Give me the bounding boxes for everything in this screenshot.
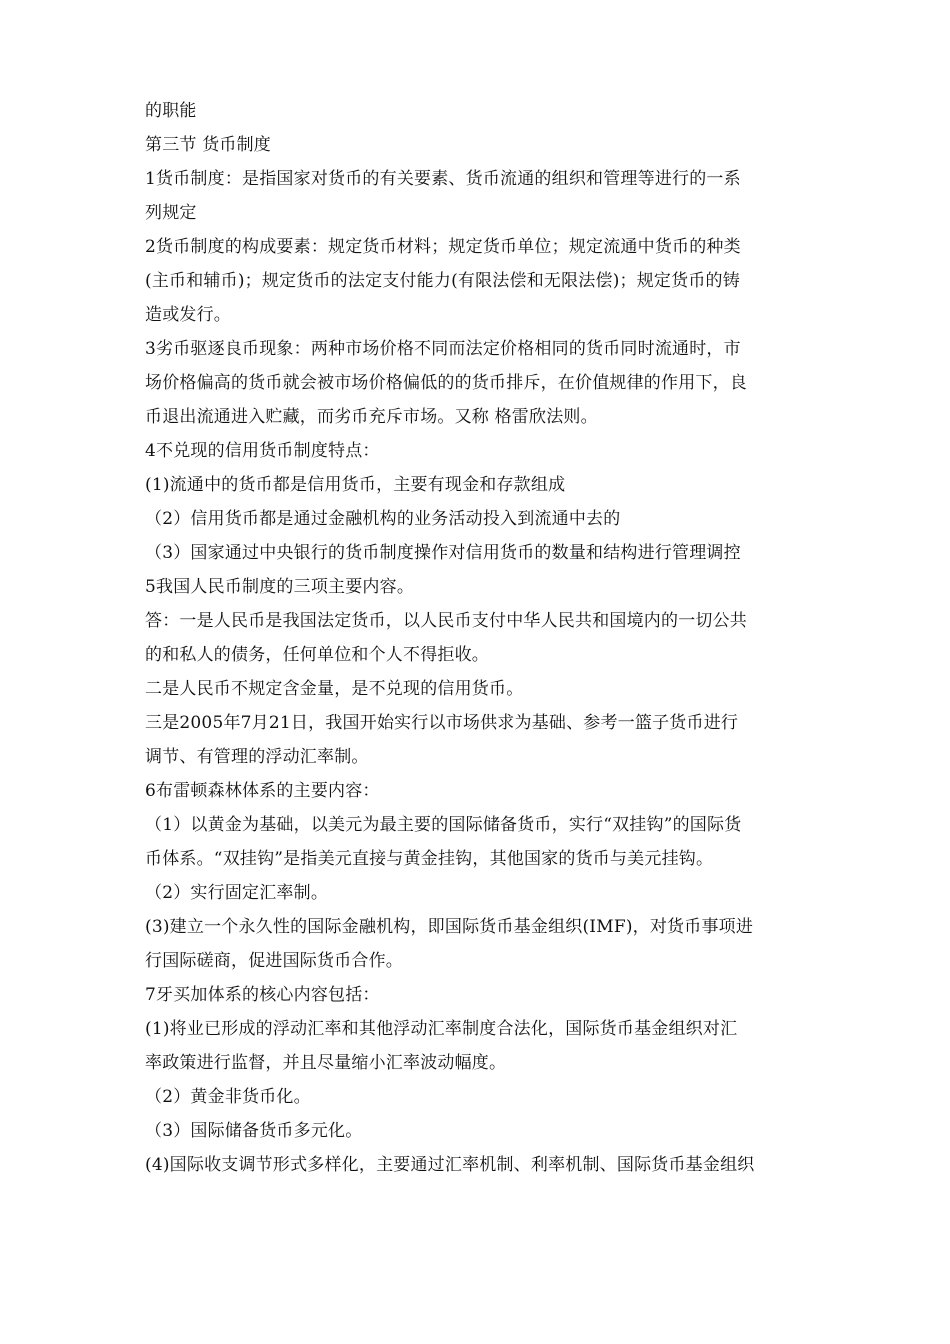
text-line: （2）信用货币都是通过金融机构的业务活动投入到流通中去的 xyxy=(145,509,621,529)
text-line: 币退出流通进入贮藏，而劣币充斥市场。又称 格雷欣法则。 xyxy=(145,407,598,427)
text-line: 的职能 xyxy=(145,101,197,121)
text-line: (3)建立一个永久性的国际金融机构，即国际货币基金组织(IMF)，对货币事项进 xyxy=(145,917,754,937)
text-line: 6布雷顿森林体系的主要内容： xyxy=(145,781,380,801)
text-line: 答：一是人民币是我国法定货币，以人民币支付中华人民共和国境内的一切公共 xyxy=(145,611,747,631)
text-line: （2）实行固定汇率制。 xyxy=(145,883,329,903)
text-line: （2）黄金非货币化。 xyxy=(145,1087,311,1107)
text-line: 5我国人民币制度的三项主要内容。 xyxy=(145,577,415,597)
text-line: 行国际磋商，促进国际货币合作。 xyxy=(145,951,403,971)
document-body xyxy=(145,94,813,1182)
text-line: (主币和辅币)；规定货币的法定支付能力(有限法偿和无限法偿)；规定货币的铸 xyxy=(145,271,740,291)
text-line: 率政策进行监督，并且尽量缩小汇率波动幅度。 xyxy=(145,1053,507,1073)
text-line: 7牙买加体系的核心内容包括： xyxy=(145,985,380,1005)
text-line: (1)将业已形成的浮动汇率和其他浮动汇率制度合法化，国际货币基金组织对汇 xyxy=(145,1019,738,1039)
text-line: （1）以黄金为基础，以美元为最主要的国际储备货币，实行“双挂钩”的国际货 xyxy=(145,815,742,835)
text-line: 的和私人的债务，任何单位和个人不得拒收。 xyxy=(145,645,489,665)
text-line: 币体系。“双挂钩”是指美元直接与黄金挂钩，其他国家的货币与美元挂钩。 xyxy=(145,849,714,869)
text-line: 二是人民币不规定含金量，是不兑现的信用货币。 xyxy=(145,679,524,699)
text-line: （3）国家通过中央银行的货币制度操作对信用货币的数量和结构进行管理调控 xyxy=(145,543,741,563)
text-line: 列规定 xyxy=(145,203,197,223)
text-line: (4)国际收支调节形式多样化，主要通过汇率机制、利率机制、国际货币基金组织 xyxy=(145,1155,755,1175)
text-line: 3劣币驱逐良币现象：两种市场价格不同而法定价格相同的货币同时流通时，市 xyxy=(145,339,741,359)
text-line: (1)流通中的货币都是信用货币，主要有现金和存款组成 xyxy=(145,475,566,495)
text-line: 三是2005年7月21日，我国开始实行以市场供求为基础、参考一篮子货币进行 xyxy=(145,713,739,733)
section-heading: 第三节 货币制度 xyxy=(145,135,272,155)
text-line: 造或发行。 xyxy=(145,305,231,325)
text-line: （3）国际储备货币多元化。 xyxy=(145,1121,363,1141)
text-line: 2货币制度的构成要素：规定货币材料；规定货币单位；规定流通中货币的种类 xyxy=(145,237,741,257)
text-line: 1货币制度：是指国家对货币的有关要素、货币流通的组织和管理等进行的一系 xyxy=(145,169,741,189)
text-line: 4不兑现的信用货币制度特点： xyxy=(145,441,380,461)
text-line: 场价格偏高的货币就会被市场价格偏低的的货币排斥，在价值规律的作用下，良 xyxy=(145,373,747,393)
text-line: 调节、有管理的浮动汇率制。 xyxy=(145,747,369,767)
